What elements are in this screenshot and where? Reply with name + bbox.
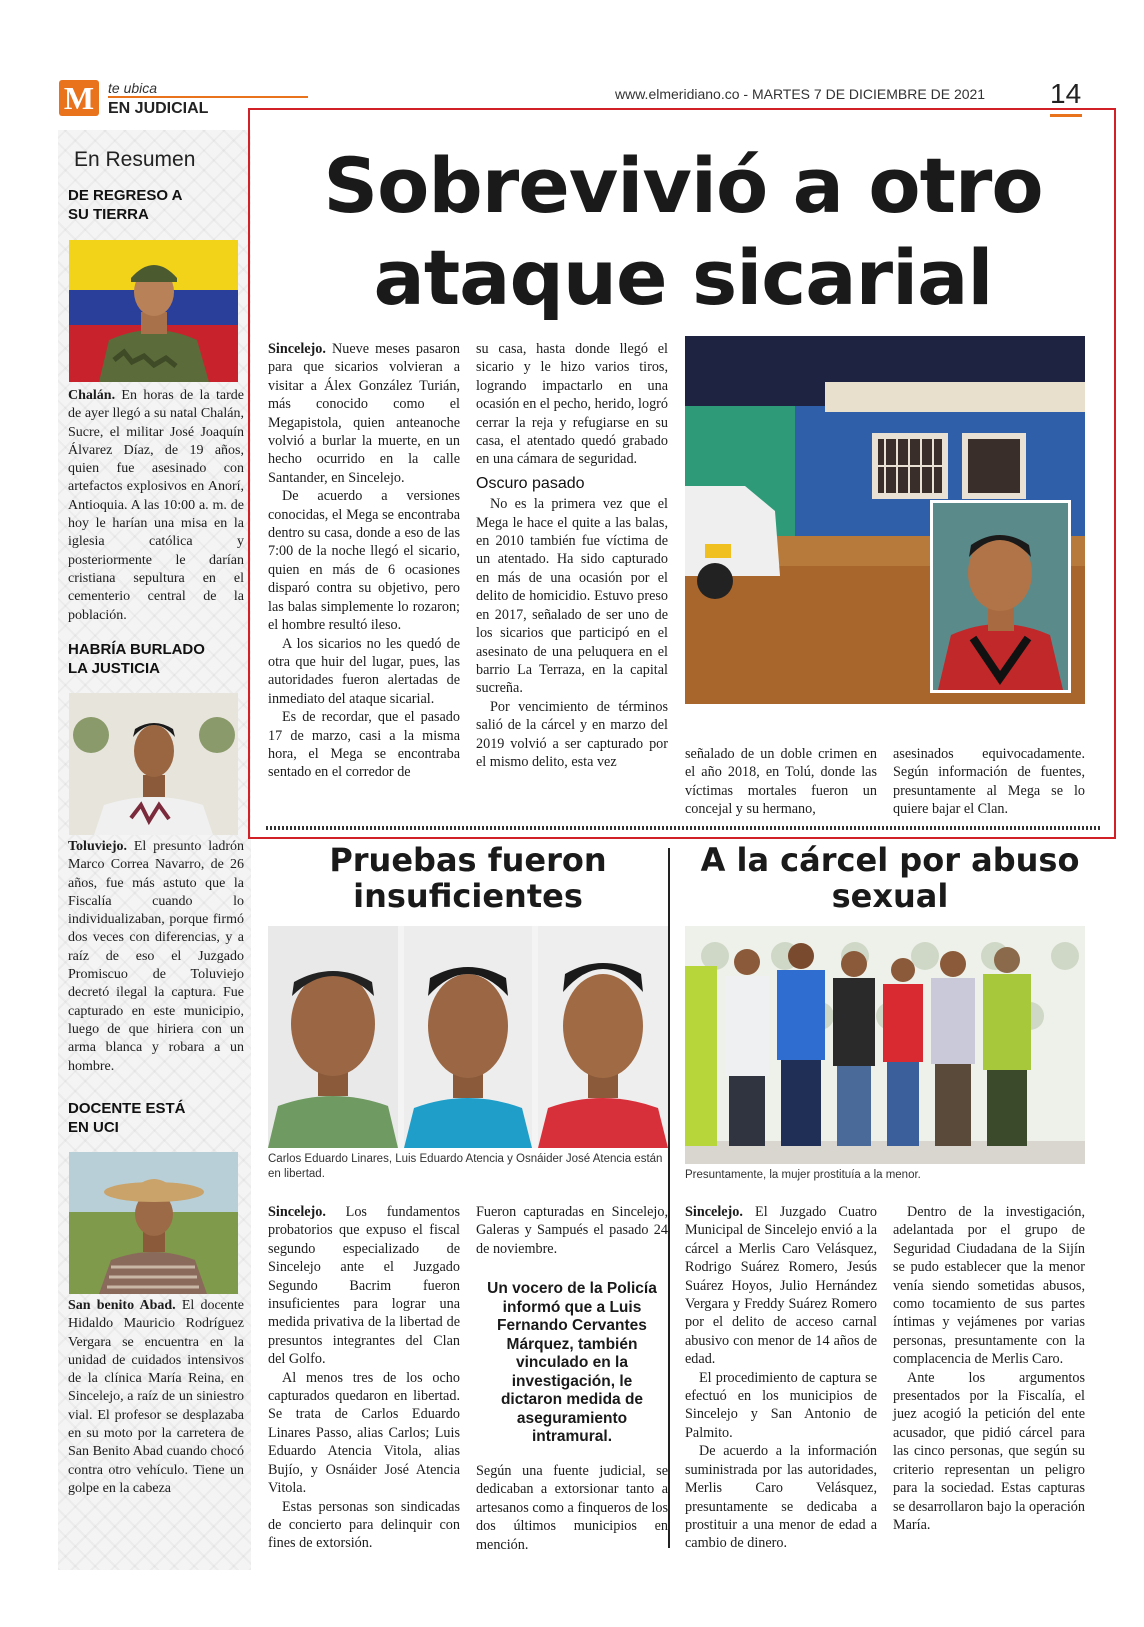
detainees-photo	[685, 926, 1085, 1164]
sidebar-title: En Resumen	[74, 148, 196, 171]
article-column	[893, 1203, 1085, 1534]
paragraph: Por vencimiento de términos salió de la cárcel y en marzo del 2019 volvió a ser capturado por el mismo delito, esta vez	[476, 698, 668, 770]
paragraph: Los fundamentos probatorios que expuso el fiscal segundo especializado de Sincelejo ante el Juzgado Segundo Bacrim fueron insuficientes para lograr una medida privativa de la libertad de presuntos integrantes del Clan del Golfo.	[268, 1204, 460, 1368]
paragraph: No es la primera vez que el Mega le hace el quite a las balas, en 2010 también fue víctima de un atentado. Ha sido capturado en más de una ocasión por el delito de homicidio. Estuvo preso en 2017, señalado de ser uno de los sicarios que participó en el asesinato de una peluquera en el barrio La Terraza, en la capital sucreña.	[476, 496, 668, 697]
suspect-photo	[69, 693, 238, 835]
page-number: 14	[1050, 78, 1082, 109]
sidebar-item-heading: DOCENTE ESTÁ EN UCI	[68, 1100, 186, 1136]
paragraph: Fueron capturadas en Sincelejo, Galeras y Sampués el pasado 24 de noviembre.	[476, 1204, 668, 1257]
main-headline: Sobrevivió a otro ataque sicarial	[323, 141, 1043, 322]
site-and-date: www.elmeridiano.co - MARTES 7 DE DICIEMBRE DE 2021	[615, 86, 986, 102]
sidebar-item-body: El presunto ladrón Marco Correa Navarro, de 26 años, fue más astuto que la Fiscalía cuando lo individualizaban, porque firmó dos veces con diferencias, y a raíz de eso el Juzgado Promiscuo de Toluviejo decretó ilegal la captura. Fue capturado en este municipio, luego de que hiriera con un arma blanca y robara a un hombre.	[68, 839, 244, 1074]
paragraph: Según una fuente judicial, se dedicaban a extorsionar tanto a artesanos como a finqueros de los dos últimos municipios en mención.	[476, 1463, 668, 1553]
victim-portrait	[930, 500, 1071, 693]
paragraph: asesinados equivocadamente. Según información de fuentes, presuntamente al Mega se lo quiere bajar el Clan.	[893, 746, 1085, 818]
paragraph: Dentro de la investigación, adelantada por el grupo de Seguridad Ciudadana de la Sijín se pudo establecer que la menor venía siendo sometidas abusos, como tocamiento de sus partes íntimas y vejámenes por varias personas, presuntamente con la complacencia de Merlis Caro.	[893, 1204, 1085, 1368]
article-column	[685, 1203, 877, 1553]
dateline: San benito Abad.	[68, 1298, 176, 1313]
column-divider	[668, 848, 670, 1548]
pull-quote: Un vocero de la Policía informó que a Luis Fernando Cervantes Márquez, también vinculado en la investigación, le dictaron medida de aseguramiento intramural.	[487, 1280, 657, 1445]
sidebar-item-body: El docente Hidaldo Mauricio Rodríguez Vergara se encuentra en la unidad de cuidados intensivos de la clínica María Reina, en Sincelejo, a raíz de un siniestro vial. El profesor se desplazaba en su moto por la carretera de San Benito Abad cuando chocó contra otro vehículo. Tiene un golpe en la cabeza	[68, 1298, 244, 1496]
subheading: Oscuro pasado	[476, 474, 585, 492]
section-tag: te ubica	[108, 80, 158, 96]
article-column	[476, 1203, 668, 1258]
sidebar-item-heading: DE REGRESO A SU TIERRA	[68, 187, 182, 223]
dateline: Toluviejo.	[68, 839, 127, 854]
article-column-1	[268, 340, 460, 782]
sidebar-item-heading: HABRÍA BURLADO LA JUSTICIA	[68, 641, 205, 677]
photo-caption: Carlos Eduardo Linares, Luis Eduardo Atencia y Osnáider José Atencia están en libertad.	[268, 1153, 663, 1180]
paragraph: Es de recordar, que el pasado 17 de marzo, casi a la misma hora, el Mega se encontraba sentado en el corredor de	[268, 709, 460, 781]
dateline: Sincelejo.	[268, 1204, 326, 1220]
paragraph: señalado de un doble crimen en el año 2018, en Tolú, donde las víctimas mortales fueron un concejal y su hermano,	[685, 746, 877, 818]
article-end-rule	[266, 826, 1102, 830]
sidebar-item-text	[68, 1297, 244, 1498]
paragraph: su casa, hasta donde llegó el sicario y le hizo varios tiros, logrando impactarlo en una ocasión en el pecho, herido, logró cerrar la reja y refugiarse en su casa, el atentado quedó grabado en una cámara de seguridad.	[476, 341, 668, 468]
sidebar-item-text	[68, 838, 244, 1076]
brand-logo: M	[59, 80, 99, 116]
section-divider	[108, 96, 308, 98]
article-column-3	[685, 745, 877, 819]
story-title: Pruebas fueron insuficientes	[329, 841, 607, 915]
article-column-2	[476, 340, 668, 771]
paragraph: Al menos tres de los ocho capturados quedaron en libertad. Se trata de Carlos Eduardo Linares Passo, alias Carlos; Luis Eduardo Atencia Vitola, alias Bujío, y Osnáider José Atencia Vitola.	[268, 1369, 460, 1497]
paragraph: Nueve meses pasaron para que sicarios volvieran a visitar a Álex González Turián, más conocido como el Megapistola, quien anteanoche volvió a burlar la muerte, en un hecho ocurrido en la calle Santander, en Sincelejo.	[268, 341, 460, 486]
dateline: Chalán.	[68, 388, 116, 403]
paragraph: Ante los argumentos presentados por la Fiscalía, el juez acogió la petición del ente acusador, que pidió cárcel para las cinco personas, que según su criterio representan un peligro para la sociedad. Estas capturas se desarrollaron bajo la operación María.	[893, 1369, 1085, 1533]
article-column-4	[893, 745, 1085, 819]
dateline: Sincelejo.	[268, 341, 326, 357]
suspects-photo	[268, 926, 668, 1148]
sidebar-item-text	[68, 387, 244, 625]
photo-caption: Presuntamente, la mujer prostituía a la menor.	[685, 1169, 921, 1181]
paragraph: De acuerdo a versiones conocidas, el Mega se encontraba dentro su casa, donde a eso de las 7:00 de la noche llegó el sicario, quien en más de 6 ocasiones disparó contra su objetivo, pero las balas simplemente lo rozaron; el hombre resultó ileso.	[268, 488, 460, 634]
paragraph: A los sicarios no les quedó de otra que huir del lugar, pues, las autoridades fueron alertadas de inmediato del ataque sicarial.	[268, 635, 460, 707]
article-column	[476, 1462, 668, 1554]
dateline: Sincelejo.	[685, 1204, 743, 1220]
section-name: EN JUDICIAL	[108, 100, 209, 117]
paragraph: El procedimiento de captura se efectuó en los municipios de Sincelejo y San Antonio de Palmito.	[685, 1369, 877, 1441]
paragraph: De acuerdo a la información suministrada por las autoridades, Merlis Caro Velásquez, presuntamente se dedicaba a prostituir a una menor de edad a cambio de dinero.	[685, 1443, 877, 1552]
teacher-photo	[69, 1152, 238, 1294]
paragraph: El Juzgado Cuatro Municipal de Sincelejo envió a la cárcel a Merlis Caro Velásquez, Rodrigo Suárez Romero, Jesús Suárez Hoyos, Julio Hernández Vergara y Freddy Suárez Romero por el delito de acceso carnal abusivo con menor de 14 años de edad.	[685, 1204, 877, 1368]
story-title: A la cárcel por abuso sexual	[700, 841, 1080, 915]
paragraph: Estas personas son sindicadas de concierto para delinquir con fines de extorsión.	[268, 1498, 460, 1552]
sidebar-item-body: En horas de la tarde de ayer llegó a su natal Chalán, Sucre, el militar José Joaquín Álvarez Díaz, de 19 años, quien fue asesinado con artefactos explosivos en Anorí, Antioquia. A las 10:00 a. m. de hoy le harían una misa en la iglesia católica y posteriormente le darían cristiana sepultura en el cementerio central de la población.	[68, 388, 244, 623]
soldier-photo	[69, 240, 238, 382]
article-column	[268, 1203, 460, 1553]
